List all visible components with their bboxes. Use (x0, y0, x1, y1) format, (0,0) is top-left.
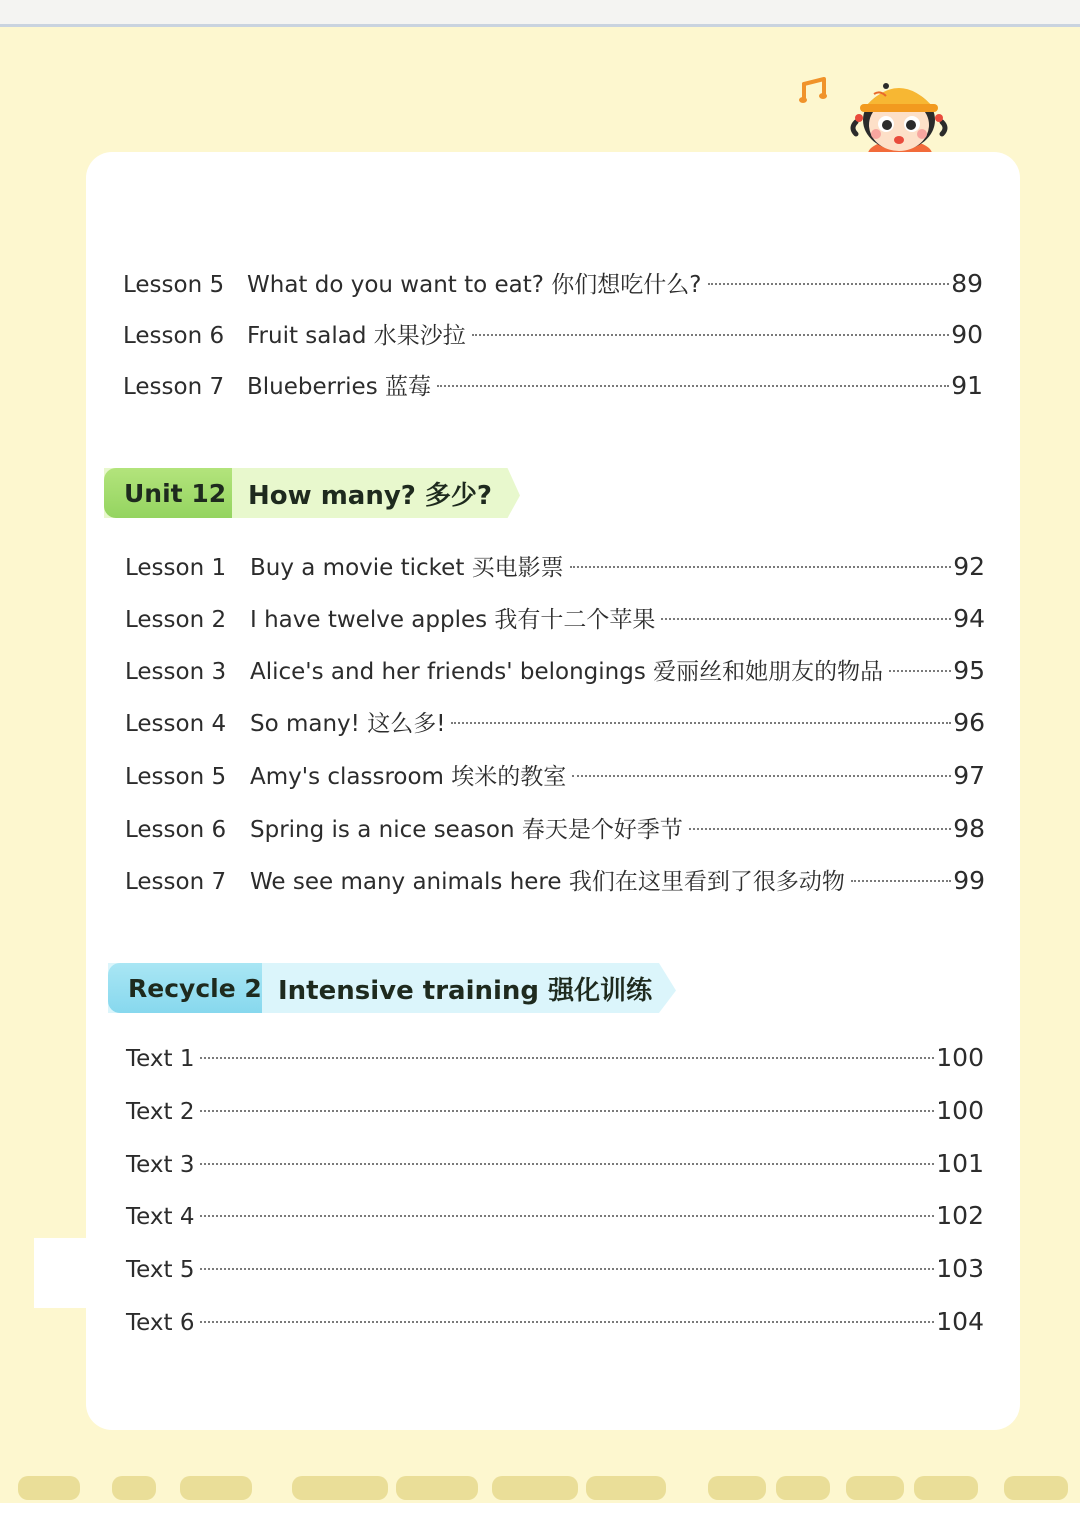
dot-leader (200, 1163, 934, 1165)
page-number: 104 (936, 1307, 984, 1336)
page-number: 96 (953, 708, 985, 737)
lesson-label: Lesson 6 (123, 323, 225, 349)
toc-entry[interactable] (125, 601, 985, 635)
girl-mascot-icon (846, 70, 950, 154)
page-number: 102 (936, 1201, 984, 1230)
lesson-label: Lesson 5 (125, 764, 227, 790)
lesson-label: Lesson 1 (125, 555, 227, 581)
lesson-title: I have twelve apples 我有十二个苹果 (250, 607, 656, 633)
lesson-label: Lesson 5 (123, 272, 225, 298)
toc-entry[interactable] (126, 1043, 984, 1077)
page-number: 92 (953, 552, 985, 581)
scan-patch (34, 1238, 92, 1308)
dot-leader (200, 1268, 934, 1270)
unit-tag: Unit 12 (104, 468, 232, 518)
text-label: Text 4 (126, 1204, 195, 1230)
toc-entry[interactable] (126, 1254, 984, 1288)
footer-decoration (0, 1470, 1080, 1506)
lesson-label: Lesson 7 (125, 869, 227, 895)
page-number: 100 (936, 1096, 984, 1125)
lesson-title: Spring is a nice season 春天是个好季节 (250, 817, 683, 843)
page-number: 97 (953, 761, 985, 790)
scan-top-margin (0, 0, 1080, 26)
toc-entry[interactable] (125, 549, 985, 583)
toc-entry[interactable] (125, 758, 985, 792)
toc-entry[interactable] (125, 705, 985, 739)
toc-entry[interactable] (123, 266, 983, 300)
dot-leader (689, 828, 951, 830)
text-label: Text 6 (126, 1310, 195, 1336)
lesson-label: Lesson 4 (125, 711, 227, 737)
lesson-title: Fruit salad 水果沙拉 (247, 323, 466, 349)
dot-leader (200, 1110, 934, 1112)
dot-leader (570, 566, 952, 568)
page-number: 91 (951, 371, 983, 400)
page-number: 95 (953, 656, 985, 685)
lesson-title: Alice's and her friends' belongings 爱丽丝和她朋友的物品 (250, 659, 884, 685)
lesson-title: Blueberries 蓝莓 (247, 374, 431, 400)
dot-leader (451, 722, 951, 724)
dot-leader (472, 334, 949, 336)
text-label: Text 1 (126, 1046, 195, 1072)
unit-12-heading[interactable] (104, 468, 520, 518)
toc-entry[interactable] (123, 317, 983, 351)
toc-entry[interactable] (125, 863, 985, 897)
toc-entry[interactable] (126, 1307, 984, 1341)
page-number: 98 (953, 814, 985, 843)
toc-entry[interactable] (126, 1201, 984, 1235)
toc-entry[interactable] (126, 1096, 984, 1130)
toc-entry[interactable] (126, 1149, 984, 1183)
dot-leader (851, 880, 951, 882)
dot-leader (200, 1057, 934, 1059)
lesson-title: Amy's classroom 埃米的教室 (250, 764, 567, 790)
page-number: 94 (953, 604, 985, 633)
lesson-title: We see many animals here 我们在这里看到了很多动物 (250, 869, 845, 895)
toc-entry[interactable] (123, 368, 983, 402)
page-number: 101 (936, 1149, 984, 1178)
dot-leader (437, 385, 949, 387)
lesson-title: So many! 这么多! (250, 711, 446, 737)
music-note-icon (798, 74, 830, 106)
page-number: 89 (951, 269, 983, 298)
lesson-label: Lesson 2 (125, 607, 227, 633)
recycle-tag: Recycle 2 (108, 963, 262, 1013)
text-label: Text 5 (126, 1257, 195, 1283)
dot-leader (889, 670, 951, 672)
unit-title: How many? 多少? (248, 480, 493, 511)
text-label: Text 3 (126, 1152, 195, 1178)
dot-leader (200, 1215, 934, 1217)
dot-leader (661, 618, 951, 620)
lesson-label: Lesson 3 (125, 659, 227, 685)
page-number: 103 (936, 1254, 984, 1283)
lesson-title: What do you want to eat? 你们想吃什么? (247, 272, 702, 298)
page-number: 100 (936, 1043, 984, 1072)
dot-leader (708, 283, 950, 285)
dot-leader (200, 1321, 934, 1323)
text-label: Text 2 (126, 1099, 195, 1125)
page-number: 99 (953, 866, 985, 895)
dot-leader (572, 775, 951, 777)
page-number: 90 (951, 320, 983, 349)
toc-entry[interactable] (125, 653, 985, 687)
lesson-label: Lesson 6 (125, 817, 227, 843)
toc-entry[interactable] (125, 811, 985, 845)
scan-bottom-margin (0, 1506, 1080, 1528)
lesson-title: Buy a movie ticket 买电影票 (250, 555, 564, 581)
recycle-2-heading[interactable] (108, 963, 676, 1013)
recycle-title: Intensive training 强化训练 (278, 975, 653, 1006)
lesson-label: Lesson 7 (123, 374, 225, 400)
